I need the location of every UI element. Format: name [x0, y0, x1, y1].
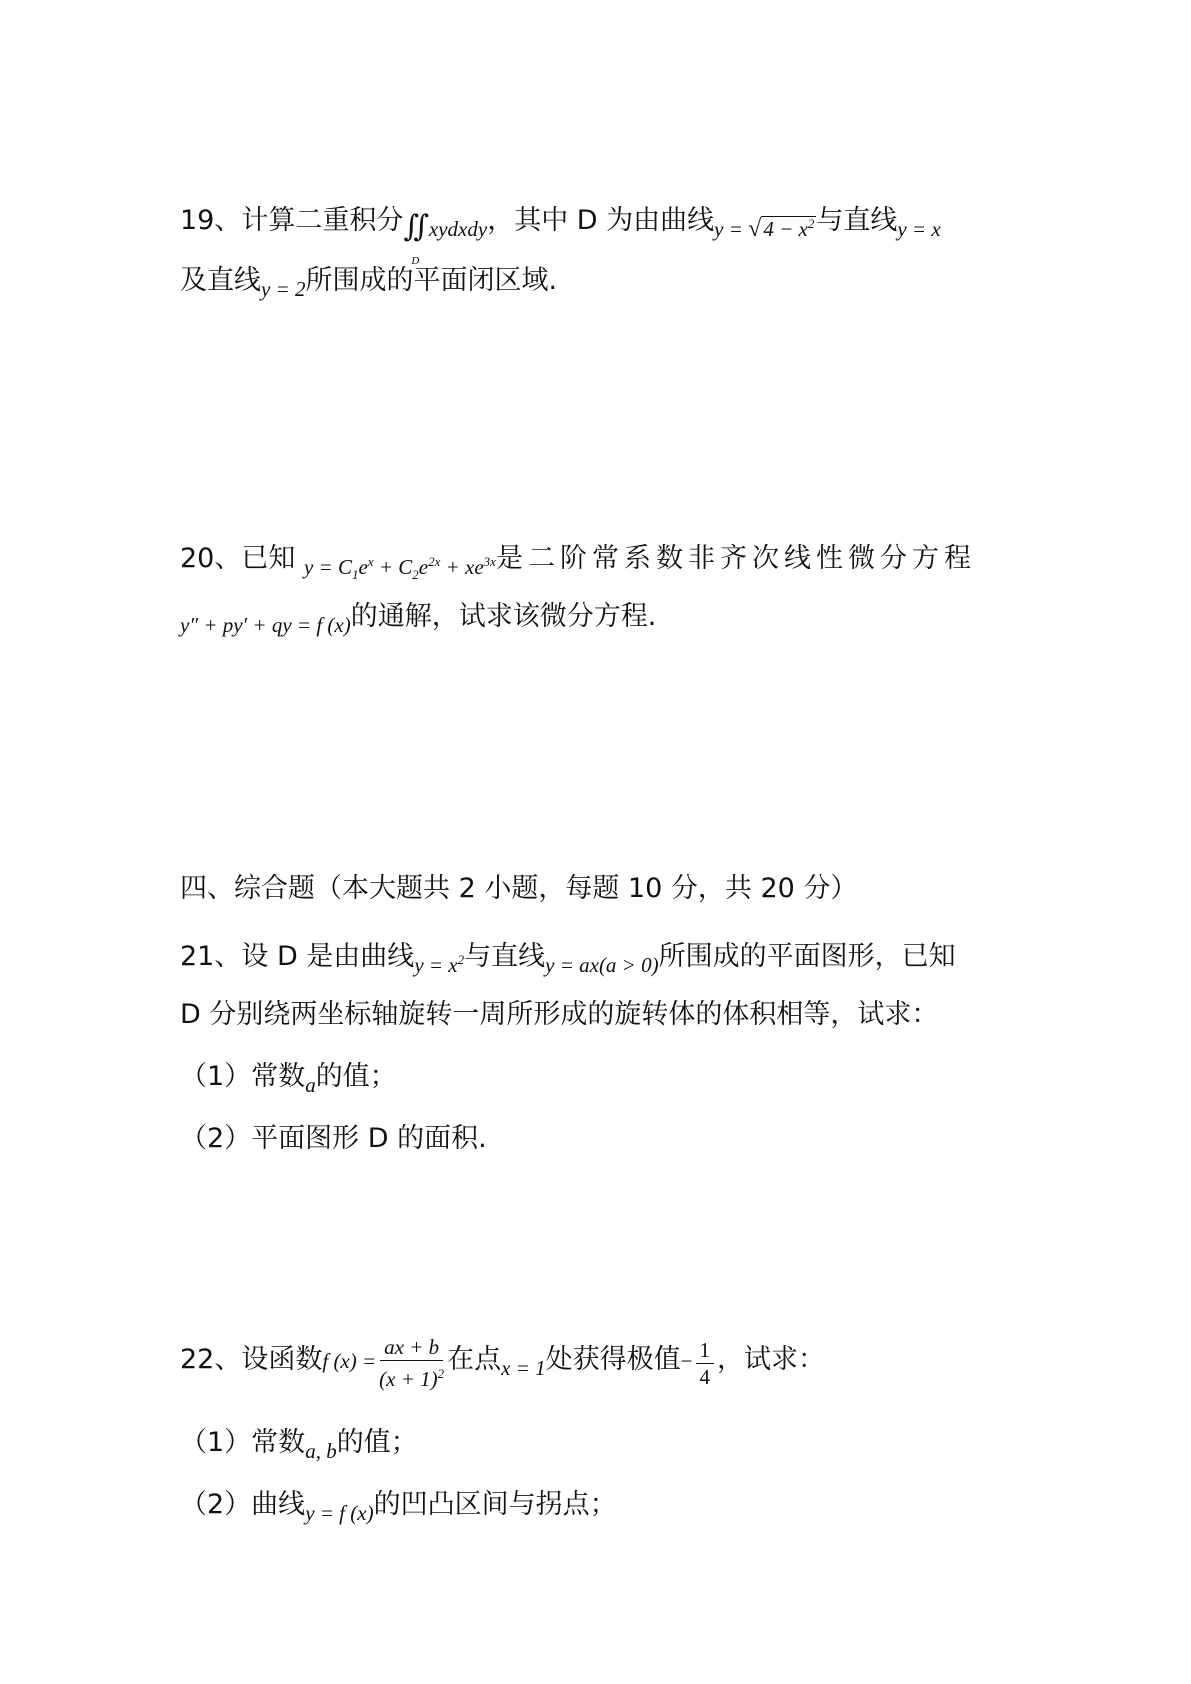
q22-point: x = 1: [501, 1355, 546, 1380]
q21-line-2: D 分别绕两坐标轴旋转一周所形成的旋转体的体积相等，试求：: [180, 999, 939, 1030]
q22-prefix: 22、设函数: [180, 1343, 323, 1375]
q19-mid2: 与直线: [816, 205, 898, 236]
q22-mid1: 在点: [447, 1343, 502, 1375]
q22-function: f (x) = $\frac{ax + b}{(x + 1)^2}$: [322, 1335, 445, 1391]
q22-part2-curve: y = f (x): [305, 1501, 374, 1525]
q20-line-2: [180, 600, 656, 635]
q22-part1-prefix: （1）常数: [180, 1427, 306, 1458]
q19-line2: y = 2: [261, 277, 306, 301]
q22-part1-vars: a, b: [305, 1439, 337, 1463]
q19-mid1: ，其中 D 为由曲线: [487, 205, 715, 236]
q22-function-fraction: $\frac{ax + b}{(x + 1)^2}$: [379, 1335, 445, 1391]
q19-line1: y = x: [897, 217, 941, 241]
q21-line-1: [180, 936, 956, 975]
q22-suffix: ，试求：: [717, 1343, 825, 1375]
q21-part1-prefix: （1）常数: [180, 1061, 306, 1092]
q21-part1-suffix: 的值；: [315, 1061, 397, 1092]
section-4-heading: 四、综合题（本大题共 2 小题，每题 10 分，共 20 分）: [180, 873, 858, 904]
q19-prefix: 19、计算二重积分: [180, 205, 404, 236]
q22-extremum: − $\frac{1}{4}$: [681, 1349, 717, 1373]
integral-domain: D: [411, 255, 420, 267]
double-integral: ∬ D: [403, 210, 429, 246]
q22-part1-suffix: 的值；: [336, 1427, 418, 1458]
q20-ode: y″ + py′ + qy = f (x): [180, 613, 351, 637]
q22-part-1: [180, 1426, 418, 1461]
q22-part2-prefix: （2）曲线: [180, 1489, 306, 1520]
q22-mid2: 处获得极值: [545, 1343, 681, 1375]
q20-mid: 是二阶常系数非齐次线性微分方程: [495, 543, 976, 574]
q19-curve: y = √4 − x2: [714, 216, 815, 242]
q19-integrand: xydxdy: [428, 217, 488, 241]
q21-suffix: 所围成的平面图形，已知: [658, 941, 956, 972]
q19-line2-prefix: 及直线: [180, 265, 261, 296]
q19-line-2: [180, 264, 557, 299]
q20-general-solution: y = C1ex + C2e2x + xe3x: [303, 554, 496, 583]
q21-line: y = ax(a > 0): [545, 953, 659, 977]
q19-suffix: 所围成的平面闭区域.: [305, 265, 558, 296]
q21-part-1: [180, 1060, 397, 1095]
q21-mid: 与直线: [464, 941, 546, 972]
q21-prefix: 21、设 D 是由曲线: [180, 941, 415, 972]
q21-curve: y = x2: [414, 952, 465, 977]
q20-prefix: 20、已知: [180, 543, 296, 574]
q20-suffix: 的通解，试求该微分方程.: [350, 601, 657, 632]
q22-part-2: [180, 1488, 617, 1523]
q22-part2-suffix: 的凹凸区间与拐点；: [373, 1489, 617, 1520]
q20-line-1: [180, 538, 976, 585]
q19-line-1: [180, 200, 941, 267]
q21-part1-var: a: [305, 1073, 316, 1097]
q21-part-2: （2）平面图形 D 的面积.: [180, 1123, 487, 1154]
q22-line-1: [180, 1334, 825, 1392]
